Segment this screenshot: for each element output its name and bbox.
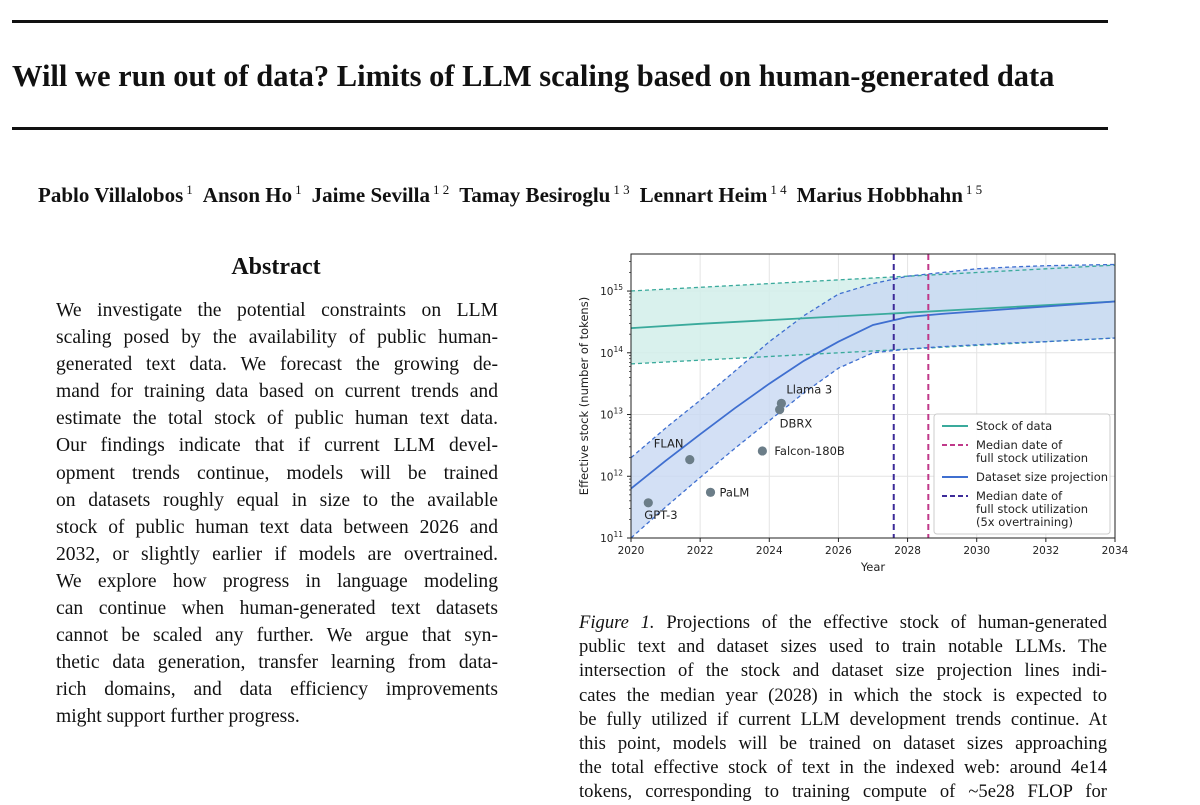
x-tick-label: 2032 bbox=[1032, 545, 1060, 557]
abstract-line: Our findings indicate that if current LLM devel- bbox=[56, 435, 498, 457]
caption-line: tokens, corresponding to training compute of ~5e28 FLOP for bbox=[579, 781, 1107, 803]
model-label: DBRX bbox=[779, 416, 813, 431]
legend-label: Dataset size projection bbox=[976, 470, 1109, 484]
author-name: Jaime Sevilla bbox=[311, 183, 430, 207]
author-0 bbox=[38, 183, 193, 207]
model-point-falcon-180b bbox=[758, 446, 767, 455]
legend-label: Median date of bbox=[976, 438, 1063, 452]
x-tick-label: 2022 bbox=[686, 545, 714, 557]
paper-title: Will we run out of data? Limits of LLM scaling based on human-generated data bbox=[12, 59, 1055, 93]
caption-line: be fully utilized if current LLM development trends continue. At bbox=[579, 708, 1107, 730]
author-2 bbox=[312, 183, 450, 207]
y-tick-label: $10^{15}$ bbox=[600, 283, 623, 299]
author-affiliation: 1 2 bbox=[432, 182, 450, 197]
abstract-line: thetic data generation, transfer learning from data- bbox=[56, 652, 498, 674]
figure-1-chart bbox=[572, 246, 1132, 586]
legend-label: (5x overtraining) bbox=[976, 515, 1073, 529]
abstract-line: We investigate the potential constraints on LLM bbox=[56, 300, 498, 321]
x-tick-label: 2026 bbox=[825, 545, 852, 557]
abstract-line: We explore how progress in language modeling bbox=[56, 570, 498, 592]
model-label: Llama 3 bbox=[786, 382, 833, 397]
author-name: Lennart Heim bbox=[639, 183, 768, 207]
x-tick-label: 2028 bbox=[894, 545, 921, 557]
title-bottom-rule bbox=[12, 127, 1108, 130]
x-tick-label: 2020 bbox=[617, 545, 645, 557]
abstract-line: generated text data. We forecast the growing de- bbox=[56, 354, 498, 376]
caption-text: Projections of the effective stock of human-generated bbox=[654, 612, 1108, 633]
abstract-line: cannot be scaled any further. We argue that syn- bbox=[56, 625, 498, 647]
y-tick-label: $10^{13}$ bbox=[600, 406, 623, 422]
caption-line: cates the median year (2028) in which the stock is expected to bbox=[579, 684, 1107, 706]
author-affiliation: 1 bbox=[186, 182, 193, 197]
caption-line: this point, models will be trained on dataset sizes approaching bbox=[579, 733, 1107, 755]
author-1 bbox=[203, 183, 302, 207]
caption-label: Figure 1. bbox=[579, 612, 655, 633]
abstract-line: might support further progress. bbox=[56, 706, 300, 728]
author-name: Pablo Villalobos bbox=[38, 183, 184, 207]
x-tick-label: 2034 bbox=[1101, 545, 1129, 557]
model-label: FLAN bbox=[653, 436, 684, 451]
caption-line: the total effective stock of text in the indexed web: around 4e14 bbox=[579, 757, 1107, 779]
model-point-flan bbox=[685, 455, 694, 464]
model-label: Falcon-180B bbox=[774, 443, 845, 458]
abstract-line: scaling posed by the availability of public human- bbox=[56, 327, 498, 349]
caption-line: intersection of the stock and dataset size projection lines indi- bbox=[579, 660, 1107, 682]
legend-label: Stock of data bbox=[976, 419, 1053, 433]
abstract-line: stock of public human text data between 2026 and bbox=[56, 516, 498, 538]
abstract-line: can continue when human-generated text datasets bbox=[56, 598, 498, 620]
author-4 bbox=[640, 183, 787, 207]
author-3 bbox=[459, 183, 629, 207]
y-tick-label: $10^{12}$ bbox=[600, 468, 623, 484]
abstract-line: 2032, or slightly earlier if models are overtrained. bbox=[56, 543, 498, 565]
figure-caption bbox=[579, 611, 1107, 805]
caption-line bbox=[579, 611, 1107, 635]
model-point-palm bbox=[706, 488, 715, 497]
model-point-gpt-3 bbox=[644, 498, 653, 507]
author-affiliation: 1 5 bbox=[965, 182, 983, 197]
abstract-heading: Abstract bbox=[231, 254, 321, 280]
x-tick-label: 2030 bbox=[963, 545, 991, 557]
legend-label: Median date of bbox=[976, 489, 1063, 503]
legend-label: full stock utilization bbox=[976, 451, 1089, 465]
abstract-line: on datasets roughly equal in size to the available bbox=[56, 489, 498, 511]
model-point-llama-3 bbox=[777, 399, 786, 408]
abstract-line: opment trends continue, models will be trained bbox=[56, 462, 498, 484]
y-axis-label: Effective stock (number of tokens) bbox=[577, 296, 591, 496]
author-name: Anson Ho bbox=[202, 183, 293, 207]
author-list bbox=[38, 176, 1138, 209]
author-affiliation: 1 3 bbox=[613, 182, 630, 197]
author-affiliation: 1 bbox=[295, 182, 302, 197]
model-label: GPT-3 bbox=[644, 507, 678, 522]
caption-line: public text and dataset sizes used to train notable LLMs. The bbox=[579, 636, 1107, 658]
y-tick-label: $10^{14}$ bbox=[600, 344, 623, 360]
y-tick-label: $10^{11}$ bbox=[600, 530, 623, 545]
x-axis-label: Year bbox=[860, 560, 886, 574]
abstract-line: mand for training data based on current trends and bbox=[56, 381, 498, 403]
abstract-body bbox=[56, 297, 498, 731]
author-name: Tamay Besiroglu bbox=[459, 183, 611, 207]
abstract-line: rich domains, and data efficiency improvements bbox=[56, 679, 498, 701]
model-label: PaLM bbox=[719, 485, 750, 500]
legend-label: full stock utilization bbox=[976, 502, 1089, 516]
author-5 bbox=[797, 183, 983, 207]
author-name: Marius Hobbhahn bbox=[796, 183, 963, 207]
x-tick-label: 2024 bbox=[755, 545, 783, 557]
author-affiliation: 1 4 bbox=[770, 182, 787, 197]
title-top-rule bbox=[12, 20, 1108, 23]
abstract-line: estimate the total stock of public human text data. bbox=[56, 408, 498, 430]
